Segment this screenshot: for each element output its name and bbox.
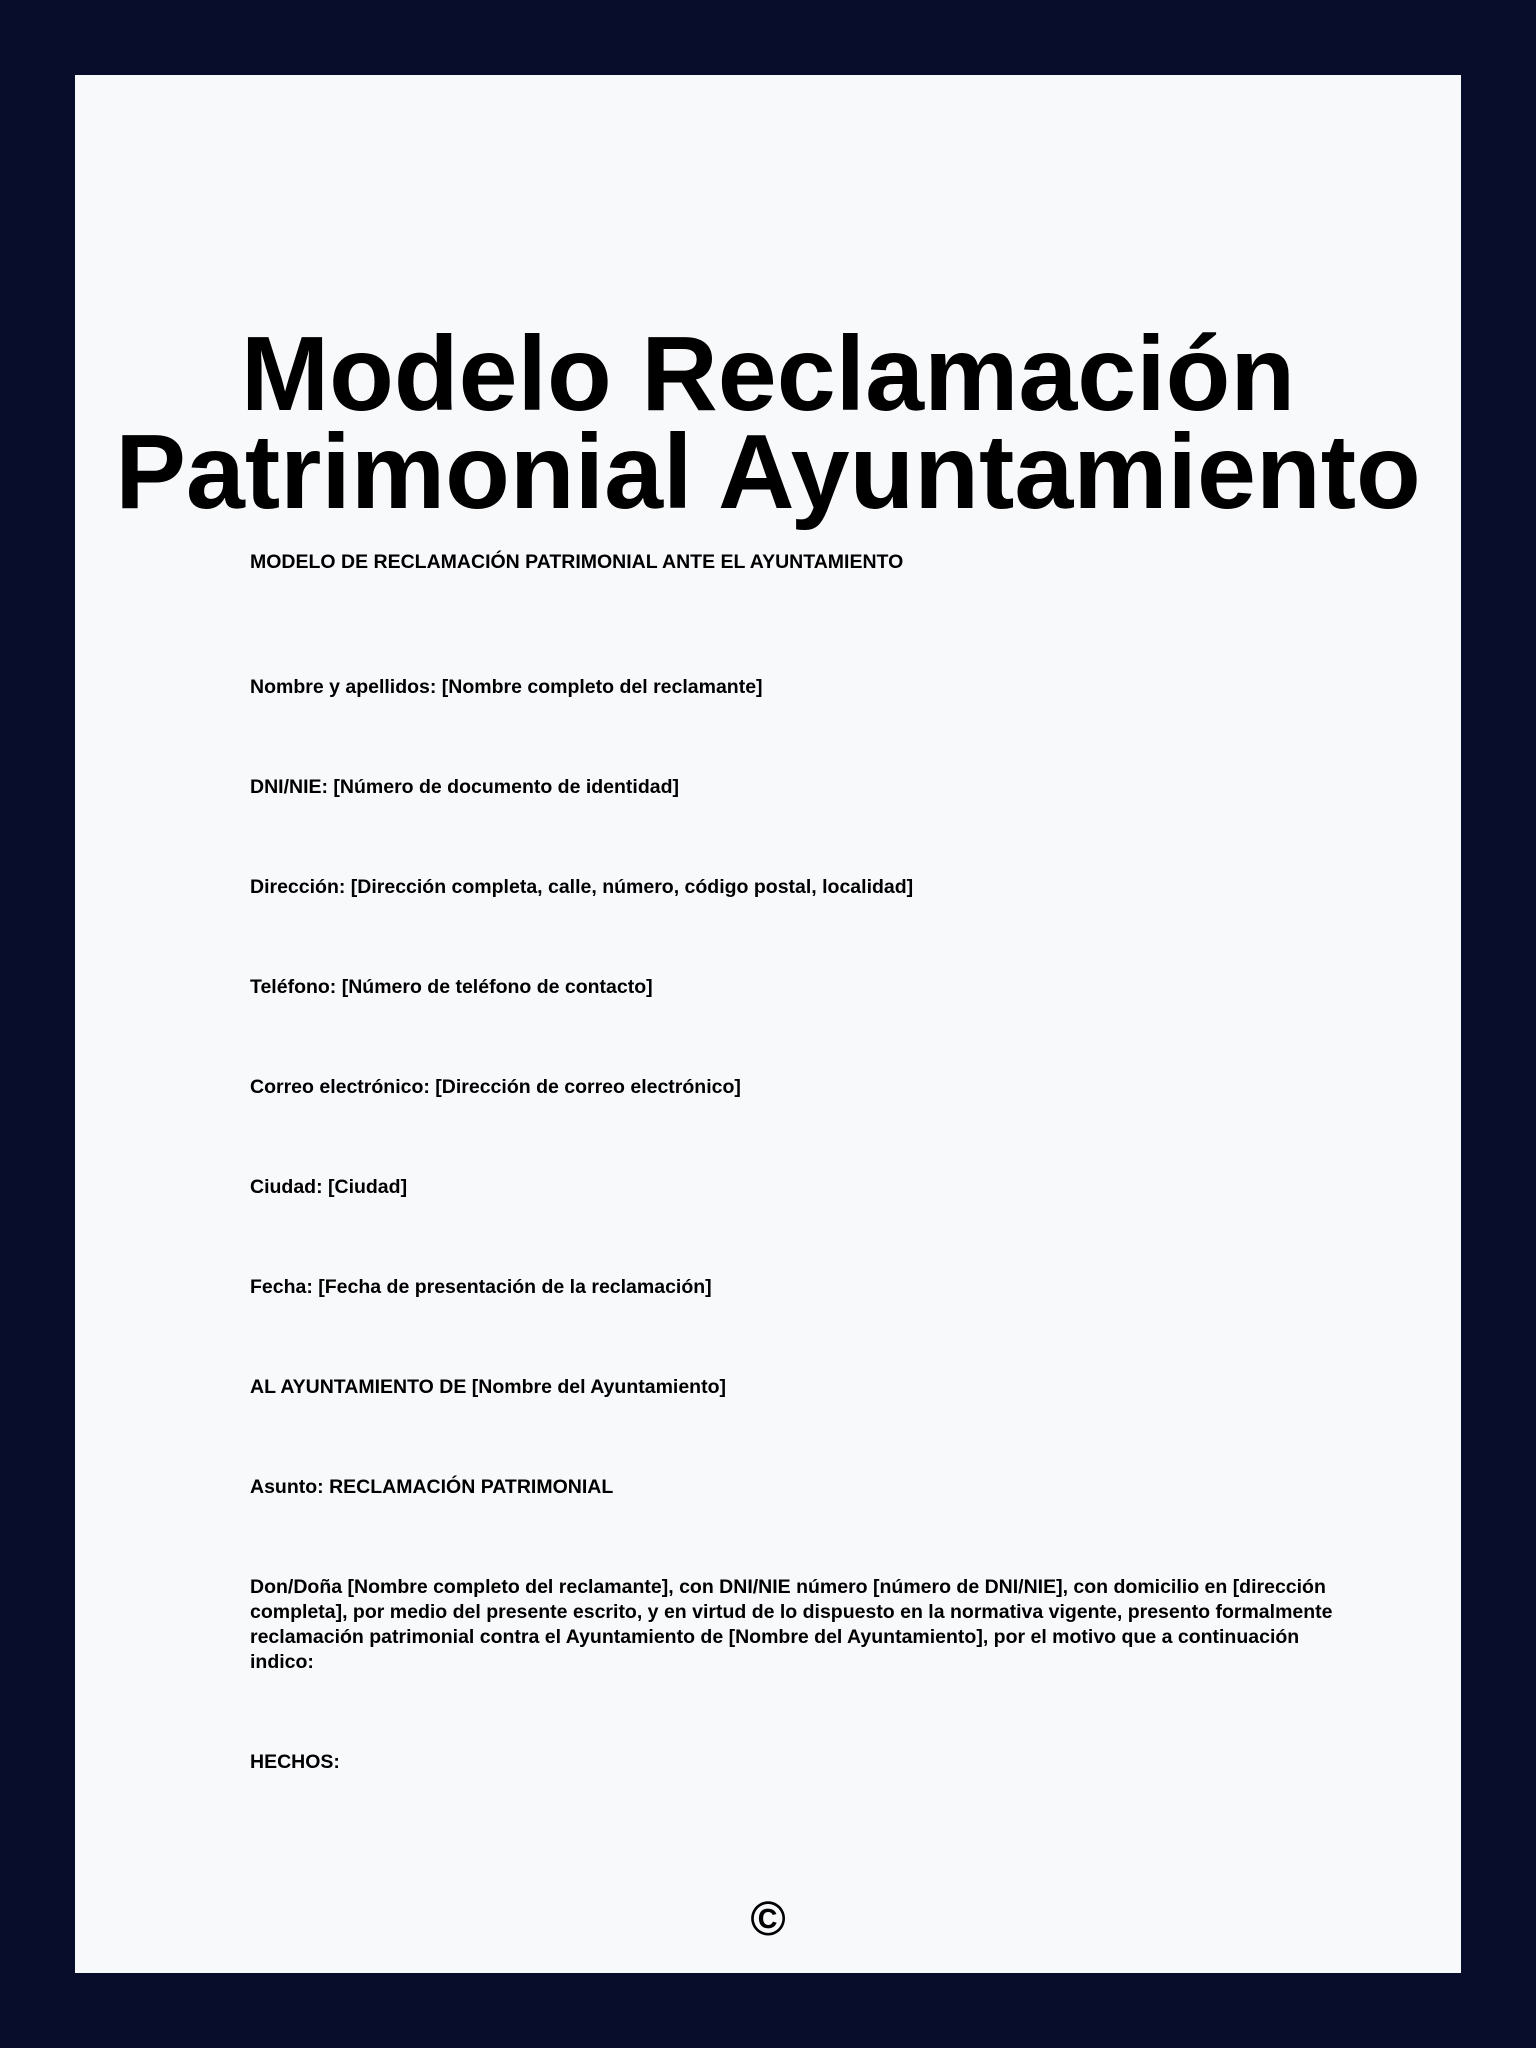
field-nombre: Nombre y apellidos: [Nombre completo del reclamante]: [250, 676, 763, 698]
document-title-line-1: Modelo Reclamación: [240, 315, 1296, 433]
field-fecha: Fecha: [Fecha de presentación de la reclamación]: [250, 1276, 712, 1298]
document-page: [75, 75, 1461, 1973]
field-dni: DNI/NIE: [Número de documento de identidad]: [250, 776, 680, 798]
field-direccion: Dirección: [Dirección completa, calle, número, código postal, localidad]: [250, 876, 914, 898]
field-ciudad: Ciudad: [Ciudad]: [250, 1176, 408, 1198]
section-hechos: HECHOS:: [250, 1751, 340, 1773]
copyright-icon: ©: [750, 1893, 786, 1946]
document-title: [75, 315, 1461, 531]
document-heading: MODELO DE RECLAMACIÓN PATRIMONIAL ANTE EL AYUNTAMIENTO: [250, 551, 904, 573]
field-correo: Correo electrónico: [Dirección de correo electrónico]: [250, 1076, 741, 1098]
document-title-line-2: Patrimonial Ayuntamiento: [115, 413, 1421, 531]
subject-line: Asunto: RECLAMACIÓN PATRIMONIAL: [250, 1476, 614, 1498]
field-telefono: Teléfono: [Número de teléfono de contacto]: [250, 976, 653, 998]
body-paragraph: Don/Doña [Nombre completo del reclamante], con DNI/NIE número [número de DNI/NIE], con domicilio en [dirección completa], por medio del presente escrito, y en virtud de lo dispuesto en la normativa vigente, presento formalmente reclamación patrimonial contra el Ayuntamiento de [Nombre del Ayuntamiento], por el motivo que a continuación indico:: [250, 1576, 1333, 1673]
addressee-line: AL AYUNTAMIENTO DE [Nombre del Ayuntamiento]: [250, 1376, 726, 1398]
